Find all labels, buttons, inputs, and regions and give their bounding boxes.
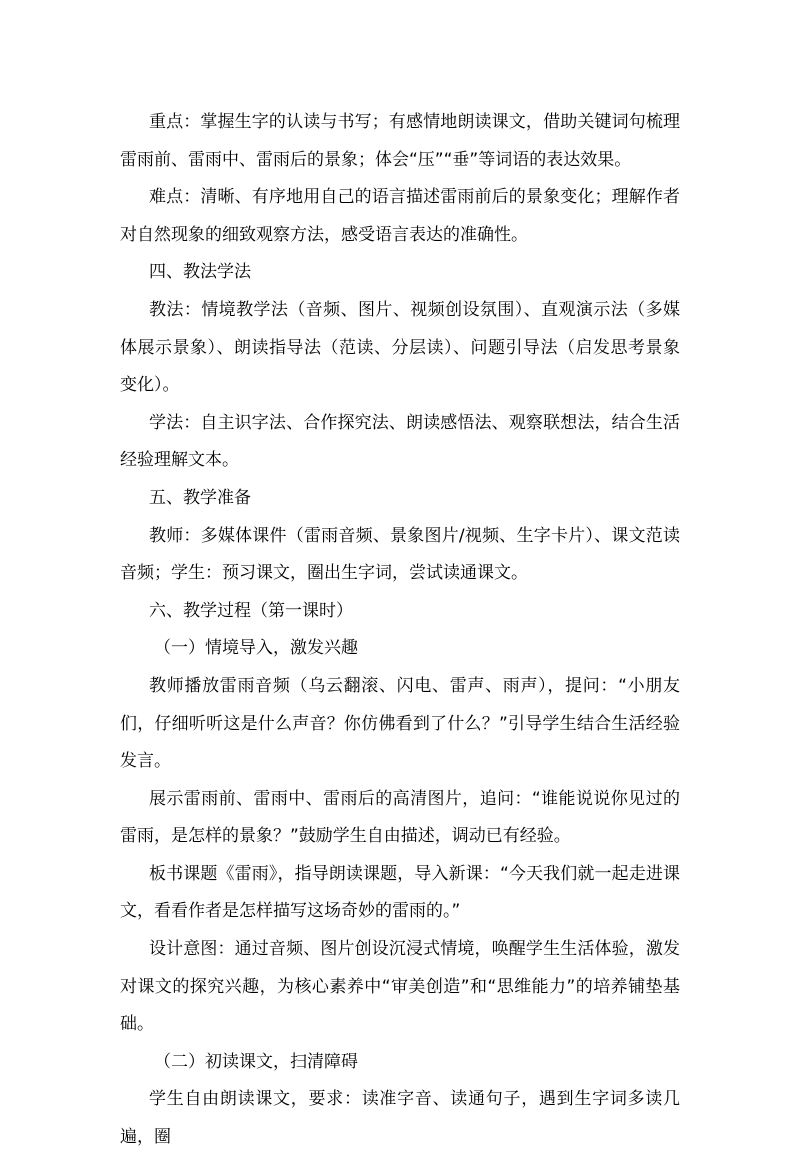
paragraph-key-points: 重点：掌握生字的认读与书写；有感情地朗读课文，借助关键词句梳理雷雨前、雷雨中、雷雨后的景象；体会“压”“垂”等词语的表达效果。 bbox=[120, 112, 680, 170]
subheading-first-reading: （二）初读课文，扫清障碍 bbox=[154, 1051, 358, 1072]
paragraph-learning-methods: 学法：自主识字法、合作探究法、朗读感悟法、观察联想法，结合生活经验理解文本。 bbox=[120, 412, 680, 471]
paragraph-write-title: 板书课题《雷雨》，指导朗读课题，导入新课：“今天我们就一起走进课文，看看作者是怎样描写这场奇妙的雷雨的。” bbox=[120, 863, 680, 922]
paragraph-teaching-methods: 教法：情境教学法（音频、图片、视频创设氛围）、直观演示法（多媒体展示景象）、朗读指导法（范读、分层读）、问题引导法（启发思考景象变化）。 bbox=[120, 299, 680, 396]
paragraph-show-images: 展示雷雨前、雷雨中、雷雨后的高清图片，追问：“谁能说说你见过的雷雨，是怎样的景象？”鼓励学生自由描述，调动已有经验。 bbox=[120, 788, 680, 847]
section-heading-methods: 四、教法学法 bbox=[149, 262, 251, 283]
paragraph-preparation: 教师：多媒体课件（雷雨音频、景象图片/视频、生字卡片）、课文范读音频；学生：预习课文，圈出生字词，尝试读通课文。 bbox=[120, 525, 680, 584]
paragraph-free-reading: 学生自由朗读课文，要求：读准字音、读通句子，遇到生字词多读几遍，圈 bbox=[120, 1089, 680, 1148]
paragraph-design-intent: 设计意图：通过音频、图片创设沉浸式情境，唤醒学生生活体验，激发对课文的探究兴趣，为核心素养中“审美创造”和“思维能力”的培养铺垫基础。 bbox=[120, 939, 680, 1035]
section-heading-process: 六、教学过程（第一课时） bbox=[149, 600, 353, 621]
subheading-introduction: （一）情境导入，激发兴趣 bbox=[154, 638, 358, 659]
section-heading-preparation: 五、教学准备 bbox=[149, 487, 251, 508]
paragraph-difficult-points: 难点：清晰、有序地用自己的语言描述雷雨前后的景象变化；理解作者对自然现象的细致观察方法，感受语言表达的准确性。 bbox=[120, 187, 680, 245]
paragraph-play-audio: 教师播放雷雨音频（乌云翻滚、闪电、雷声、雨声），提问：“小朋友们，仔细听听这是什么声音？你仿佛看到了什么？”引导学生结合生活经验发言。 bbox=[120, 675, 680, 772]
document-body bbox=[120, 104, 680, 1157]
